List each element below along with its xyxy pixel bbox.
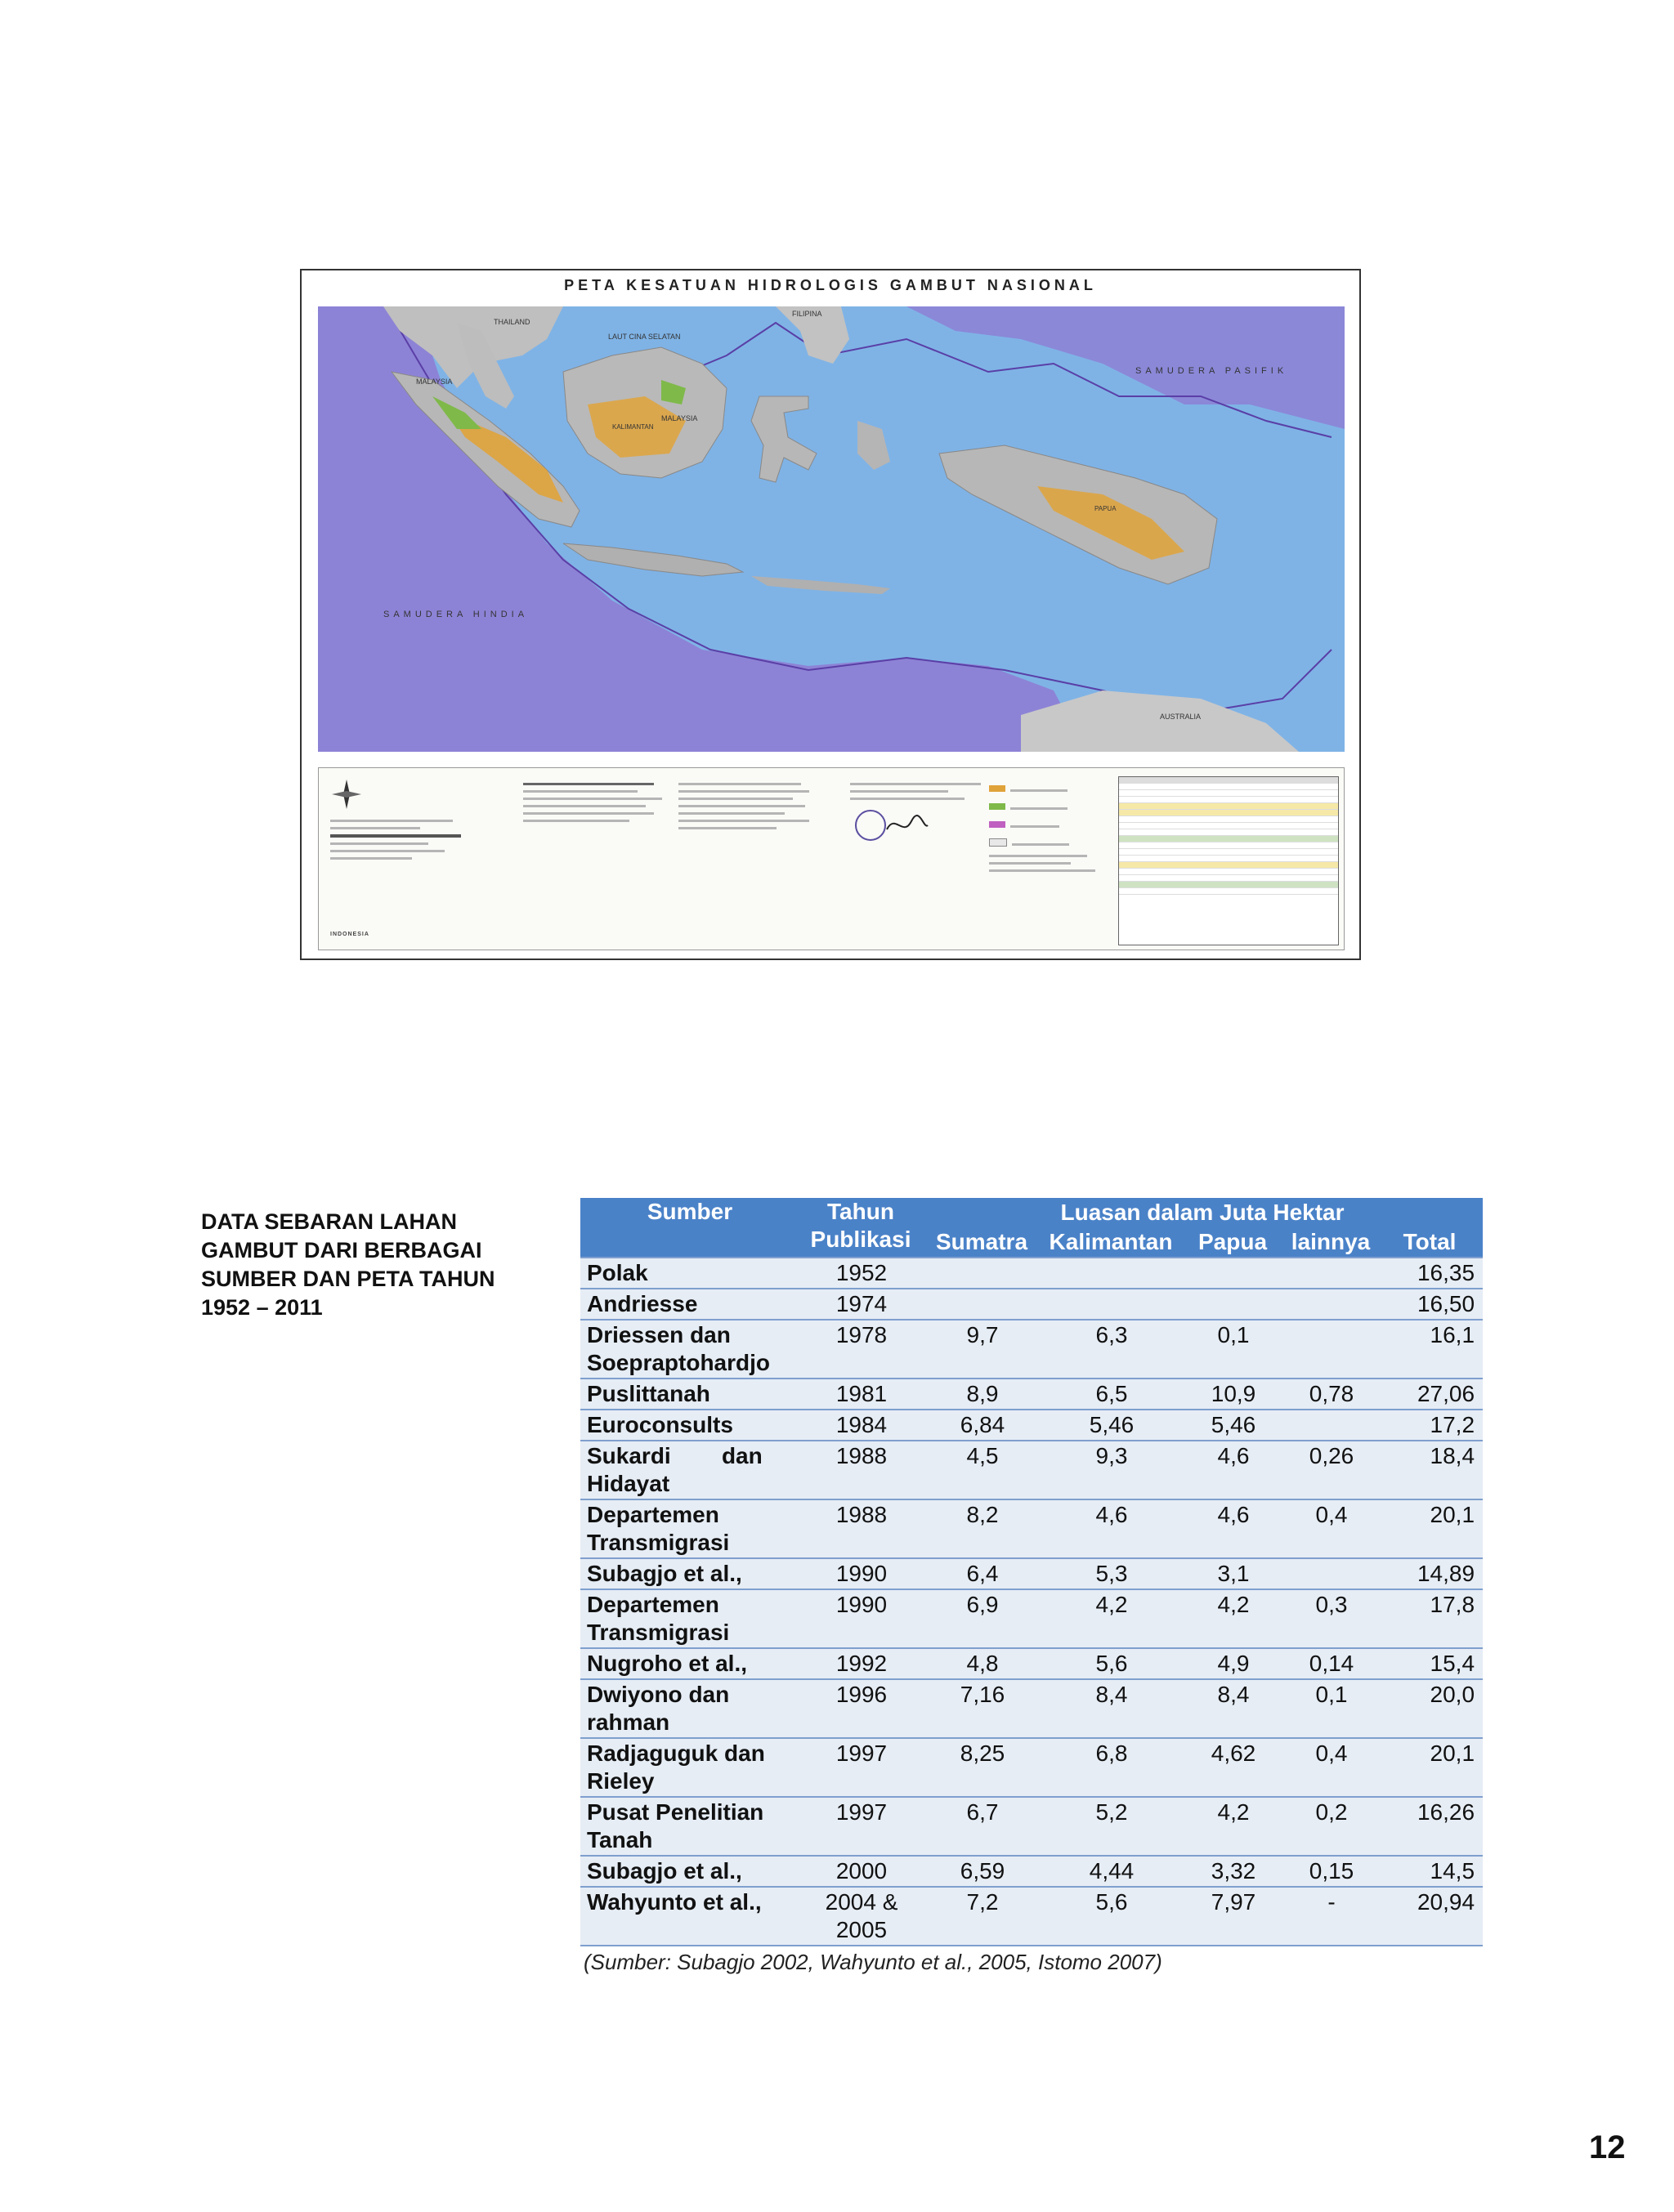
cell-sumatra: 8,25	[922, 1738, 1041, 1797]
cell-papua: 8,4	[1180, 1679, 1285, 1738]
map-mini-table	[1118, 776, 1339, 945]
cell-sumber-line1: Nugroho et al.,	[587, 1651, 747, 1676]
cell-sumatra: 6,9	[922, 1589, 1041, 1648]
cell-tahun	[799, 1648, 922, 1679]
caption-line-3: SUMBER DAN PETA TAHUN	[201, 1267, 495, 1291]
label-australia: AUSTRALIA	[1160, 713, 1202, 721]
cell-sumber-line2: Rieley	[587, 1768, 655, 1794]
cell-total: 16,26	[1376, 1797, 1483, 1856]
cell-lainnya	[1285, 1320, 1376, 1379]
peat-distribution-table	[580, 1198, 1483, 1975]
table-caption	[201, 1208, 528, 1322]
cell-lainnya	[1285, 1558, 1376, 1589]
cell-total: 20,94	[1376, 1887, 1483, 1946]
cell-sumber-line1: Polak	[587, 1260, 648, 1285]
cell-sumber-line1: Andriesse	[587, 1291, 698, 1316]
cell-lainnya: 0,2	[1285, 1797, 1376, 1856]
cell-lainnya: 0,78	[1285, 1379, 1376, 1410]
cell-total: 27,06	[1376, 1379, 1483, 1410]
label-papua: PAPUA	[1094, 505, 1117, 512]
table-row	[580, 1738, 1483, 1797]
label-philippines: FILIPINA	[792, 310, 822, 318]
cell-tahun-line1: 1990	[835, 1561, 888, 1586]
cell-tahun-line1: 1988	[835, 1502, 888, 1527]
header-sumber: Sumber	[580, 1198, 799, 1258]
header-tahun	[799, 1198, 922, 1258]
table-row	[580, 1589, 1483, 1648]
cell-kalimantan: 5,46	[1041, 1410, 1180, 1441]
cell-sumber-line1: Euroconsults	[587, 1412, 733, 1437]
table-row	[580, 1558, 1483, 1589]
cell-tahun	[799, 1379, 922, 1410]
cell-tahun-line1: 1988	[835, 1443, 888, 1468]
cell-lainnya: 0,4	[1285, 1738, 1376, 1797]
swatch-protected-icon	[989, 821, 1005, 828]
swatch-peat-icon	[989, 785, 1005, 792]
cell-lainnya: 0,1	[1285, 1679, 1376, 1738]
cell-tahun	[799, 1499, 922, 1558]
header-papua: Papua	[1180, 1227, 1285, 1258]
cell-kalimantan: 9,3	[1041, 1441, 1180, 1499]
cell-sumatra	[922, 1258, 1041, 1289]
cell-tahun-line1: 1981	[835, 1381, 888, 1406]
cell-tahun-line1: 2000	[835, 1858, 888, 1884]
cell-sumatra: 7,2	[922, 1887, 1041, 1946]
cell-sumber-line1: Subagjo et al.,	[587, 1561, 742, 1586]
cell-tahun	[799, 1558, 922, 1589]
cell-sumber-line1: Departemen	[587, 1592, 719, 1617]
cell-tahun	[799, 1289, 922, 1320]
header-tahun-line1: Tahun	[827, 1199, 894, 1224]
cell-papua: 3,32	[1180, 1856, 1285, 1887]
cell-sumber-line2: Tanah	[587, 1827, 653, 1852]
table-row	[580, 1320, 1483, 1379]
cell-sumatra: 9,7	[922, 1320, 1041, 1379]
header-total: Total	[1376, 1227, 1483, 1258]
cell-sumber	[580, 1410, 799, 1441]
cell-tahun	[799, 1797, 922, 1856]
legend-footer: INDONESIA	[330, 932, 369, 937]
cell-total: 16,35	[1376, 1258, 1483, 1289]
cell-lainnya: 0,15	[1285, 1856, 1376, 1887]
header-lainnya: lainnya	[1285, 1227, 1376, 1258]
cell-sumber-line1: Radjaguguk dan	[587, 1741, 765, 1766]
cell-total: 20,0	[1376, 1679, 1483, 1738]
cell-sumber-line2: Hidayat	[587, 1471, 670, 1496]
cell-total: 16,1	[1376, 1320, 1483, 1379]
cell-lainnya	[1285, 1410, 1376, 1441]
cell-sumber	[580, 1648, 799, 1679]
header-kalimantan: Kalimantan	[1041, 1227, 1180, 1258]
cell-sumatra: 8,2	[922, 1499, 1041, 1558]
legend-swatches	[989, 778, 1112, 877]
cell-total: 15,4	[1376, 1648, 1483, 1679]
cell-total: 14,5	[1376, 1856, 1483, 1887]
cell-total: 20,1	[1376, 1499, 1483, 1558]
table-row	[580, 1499, 1483, 1558]
cell-tahun	[799, 1856, 922, 1887]
cell-kalimantan: 5,3	[1041, 1558, 1180, 1589]
cell-sumber-line1: Subagjo et al.,	[587, 1858, 742, 1884]
cell-total: 17,2	[1376, 1410, 1483, 1441]
cell-tahun-line1: 1996	[835, 1682, 888, 1707]
cell-sumatra: 4,5	[922, 1441, 1041, 1499]
cell-sumatra: 6,84	[922, 1410, 1041, 1441]
cell-sumatra	[922, 1289, 1041, 1320]
cell-sumber	[580, 1589, 799, 1648]
cell-total: 18,4	[1376, 1441, 1483, 1499]
cell-sumatra: 8,9	[922, 1379, 1041, 1410]
swatch-peat-green-icon	[989, 803, 1005, 810]
cell-kalimantan: 8,4	[1041, 1679, 1180, 1738]
cell-sumber	[580, 1797, 799, 1856]
cell-kalimantan: 6,3	[1041, 1320, 1180, 1379]
cell-tahun-line1: 1952	[835, 1260, 888, 1285]
cell-lainnya: 0,26	[1285, 1441, 1376, 1499]
cell-sumatra: 6,4	[922, 1558, 1041, 1589]
cell-sumatra: 7,16	[922, 1679, 1041, 1738]
cell-papua: 10,9	[1180, 1379, 1285, 1410]
cell-papua: 4,6	[1180, 1441, 1285, 1499]
cell-papua: 4,2	[1180, 1589, 1285, 1648]
cell-lainnya	[1285, 1289, 1376, 1320]
cell-papua: 4,6	[1180, 1499, 1285, 1558]
cell-kalimantan: 5,6	[1041, 1887, 1180, 1946]
cell-sumber-line1: Puslittanah	[587, 1381, 710, 1406]
compass-and-scale	[330, 778, 477, 865]
cell-tahun-line1: 1978	[835, 1322, 888, 1347]
cell-total: 20,1	[1376, 1738, 1483, 1797]
cell-kalimantan: 4,6	[1041, 1499, 1180, 1558]
header-luasan: Luasan dalam Juta Hektar	[922, 1198, 1483, 1227]
cell-papua: 3,1	[1180, 1558, 1285, 1589]
cell-sumber-line1: Driessen dan	[587, 1322, 731, 1347]
cell-tahun-line1: 1984	[835, 1412, 888, 1437]
table-row	[580, 1679, 1483, 1738]
table-row	[580, 1258, 1483, 1289]
cell-total: 17,8	[1376, 1589, 1483, 1648]
map-legend-panel	[318, 767, 1345, 950]
cell-sumatra: 6,59	[922, 1856, 1041, 1887]
cell-papua: 4,2	[1180, 1797, 1285, 1856]
table-row	[580, 1856, 1483, 1887]
table-row	[580, 1410, 1483, 1441]
cell-kalimantan	[1041, 1258, 1180, 1289]
cell-lainnya: 0,3	[1285, 1589, 1376, 1648]
cell-sumber-line2: rahman	[587, 1709, 670, 1735]
label-malaysia-east: MALAYSIA	[661, 414, 698, 422]
cell-papua: 4,9	[1180, 1648, 1285, 1679]
cell-tahun	[799, 1441, 922, 1499]
cell-kalimantan: 6,8	[1041, 1738, 1180, 1797]
cell-sumber	[580, 1558, 799, 1589]
caption-line-4: 1952 – 2011	[201, 1295, 323, 1320]
cell-sumber	[580, 1887, 799, 1946]
cell-kalimantan: 5,6	[1041, 1648, 1180, 1679]
cell-total: 14,89	[1376, 1558, 1483, 1589]
table-row	[580, 1441, 1483, 1499]
cell-sumber-line1: Dwiyono dan	[587, 1682, 730, 1707]
cell-tahun-line1: 2004 &	[825, 1889, 898, 1915]
cell-papua	[1180, 1258, 1285, 1289]
table-row	[580, 1379, 1483, 1410]
cell-sumber	[580, 1856, 799, 1887]
header-tahun-line2: Publikasi	[810, 1227, 911, 1252]
table-row	[580, 1289, 1483, 1320]
table-row	[580, 1797, 1483, 1856]
signature-block	[850, 778, 989, 850]
ministry-block	[523, 778, 670, 827]
cell-sumber-line2: Transmigrasi	[587, 1530, 730, 1555]
header-sumatra: Sumatra	[922, 1227, 1041, 1258]
cell-tahun	[799, 1679, 922, 1738]
cell-sumber	[580, 1289, 799, 1320]
table-row	[580, 1648, 1483, 1679]
compass-icon	[330, 778, 363, 811]
cell-tahun-line1: 1997	[835, 1799, 888, 1825]
cell-papua	[1180, 1289, 1285, 1320]
map-title: PETA KESATUAN HIDROLOGIS GAMBUT NASIONAL	[564, 277, 1097, 293]
page-number: 12	[1589, 2129, 1626, 2165]
cell-sumber	[580, 1320, 799, 1379]
cell-tahun-line2: 2005	[835, 1917, 888, 1942]
official-seal-icon	[850, 805, 932, 846]
cell-tahun	[799, 1320, 922, 1379]
cell-sumber	[580, 1258, 799, 1289]
cell-tahun	[799, 1738, 922, 1797]
table-source-note: (Sumber: Subagjo 2002, Wahyunto et al., 2005, Istomo 2007)	[584, 1950, 1162, 1974]
cell-total: 16,50	[1376, 1289, 1483, 1320]
cell-kalimantan	[1041, 1289, 1180, 1320]
cell-papua: 0,1	[1180, 1320, 1285, 1379]
cell-lainnya: -	[1285, 1887, 1376, 1946]
caption-line-2: GAMBUT DARI BERBAGAI	[201, 1238, 482, 1262]
cell-tahun	[799, 1410, 922, 1441]
cell-sumber-line1: Departemen	[587, 1502, 719, 1527]
cell-lainnya: 0,4	[1285, 1499, 1376, 1558]
table-row	[580, 1887, 1483, 1946]
peat-hydrology-map	[300, 269, 1361, 960]
cell-papua: 4,62	[1180, 1738, 1285, 1797]
cell-sumatra: 6,7	[922, 1797, 1041, 1856]
table-body	[580, 1258, 1483, 1946]
cell-papua: 5,46	[1180, 1410, 1285, 1441]
cell-tahun-line1: 1997	[835, 1741, 888, 1766]
cell-tahun-line1: 1974	[835, 1291, 888, 1316]
label-malaysia-west: MALAYSIA	[416, 378, 453, 386]
cell-tahun-line1: 1992	[835, 1651, 888, 1676]
cell-lainnya	[1285, 1258, 1376, 1289]
label-pacific: SAMUDERA PASIFIK	[1135, 366, 1288, 376]
cell-kalimantan: 4,2	[1041, 1589, 1180, 1648]
cell-sumatra: 4,8	[922, 1648, 1041, 1679]
cell-sumber	[580, 1441, 799, 1499]
caption-line-1: DATA SEBARAN LAHAN	[201, 1209, 457, 1234]
cell-tahun	[799, 1589, 922, 1648]
cell-sumber-line1: Pusat Penelitian	[587, 1799, 764, 1825]
swatch-khg-icon	[989, 838, 1007, 847]
label-south-china-sea: LAUT CINA SELATAN	[608, 333, 681, 341]
label-kalimantan: KALIMANTAN	[612, 423, 654, 431]
cell-kalimantan: 5,2	[1041, 1797, 1180, 1856]
cell-sumber-line1: Sukardi dan	[587, 1443, 763, 1468]
cell-kalimantan: 6,5	[1041, 1379, 1180, 1410]
cell-papua: 7,97	[1180, 1887, 1285, 1946]
cell-sumber	[580, 1679, 799, 1738]
cell-sumber-line2: Soepraptohardjo	[587, 1350, 771, 1375]
map-image	[318, 306, 1345, 752]
label-indian-ocean: SAMUDERA HINDIA	[383, 610, 529, 619]
cell-sumber	[580, 1738, 799, 1797]
cell-tahun	[799, 1258, 922, 1289]
cell-sumber-line2: Transmigrasi	[587, 1620, 730, 1645]
source-notes	[678, 778, 817, 834]
label-thailand: THAILAND	[494, 318, 530, 326]
cell-tahun	[799, 1887, 922, 1946]
cell-kalimantan: 4,44	[1041, 1856, 1180, 1887]
cell-sumber	[580, 1499, 799, 1558]
cell-sumber	[580, 1379, 799, 1410]
cell-lainnya: 0,14	[1285, 1648, 1376, 1679]
cell-tahun-line1: 1990	[835, 1592, 888, 1617]
cell-sumber-line1: Wahyunto et al.,	[587, 1889, 762, 1915]
